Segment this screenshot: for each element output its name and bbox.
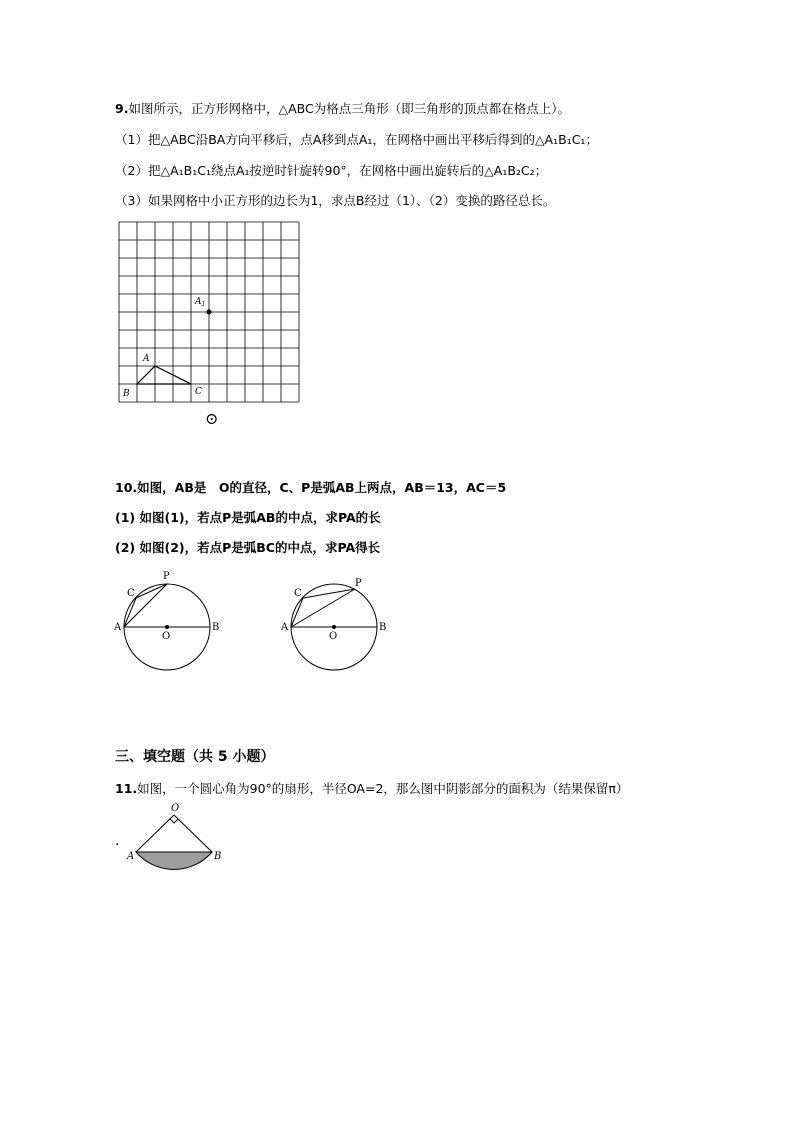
label-b: B	[212, 622, 220, 633]
label-a: A	[281, 622, 289, 633]
label-a: A	[143, 354, 150, 364]
q10-stem-text: 如图，AB是 O的直径，C、P是弧AB上两点，AB＝13，AC＝5	[137, 480, 507, 495]
q10-figure-2	[277, 568, 397, 678]
point-a1-dot	[207, 310, 212, 315]
label-b: B	[123, 389, 130, 399]
q9-stem	[115, 100, 570, 118]
q10-part1: (1) 如图(1)，若点P是弧AB的中点，求PA的长	[115, 510, 381, 525]
label-o: O	[171, 803, 180, 814]
q10-figure-1	[110, 568, 230, 678]
q11-number: 11.	[115, 781, 138, 796]
q9-part3: （3）如果网格中小正方形的边长为1，求点B经过（1）、（2）变换的路径总长。	[115, 193, 556, 208]
q11-sector-figure	[110, 800, 235, 882]
label-a: A	[127, 851, 135, 862]
label-b: B	[214, 851, 222, 862]
radius-ob	[174, 815, 212, 852]
odot-symbol: ⊙	[205, 409, 219, 428]
chord-ac	[124, 598, 136, 627]
q10-part2: (2) 如图(2)，若点P是弧BC的中点，求PA得长	[115, 540, 381, 555]
label-c: C	[195, 387, 202, 397]
label-b: B	[379, 622, 387, 633]
right-angle-mark	[170, 819, 178, 823]
triangle-abc	[137, 366, 191, 384]
label-c: C	[294, 588, 302, 599]
label-a: A	[114, 622, 122, 633]
label-a1: $A_1$	[195, 297, 206, 308]
q9-number: 9.	[115, 101, 129, 116]
q9-grid-figure	[110, 213, 310, 438]
radius-oa	[136, 815, 174, 852]
shaded-segment	[136, 852, 212, 870]
label-p: P	[163, 571, 170, 582]
center-o-dot	[332, 625, 336, 629]
chord-cp	[136, 584, 167, 598]
label-o: O	[329, 631, 338, 642]
q11-stem	[115, 780, 628, 798]
trailing-dot: .	[115, 833, 120, 849]
label-c: C	[127, 588, 135, 599]
label-o: O	[162, 631, 171, 642]
q10-number: 10.	[115, 480, 138, 495]
q9-part2: （2）把△A₁B₁C₁绕点A₁按逆时针旋转90°，在网格中画出旋转后的△A₁B₂C₂；	[115, 163, 548, 178]
q9-stem-text: 如图所示，正方形网格中，△ABC为格点三角形（即三角形的顶点都在格点上）。	[128, 101, 570, 116]
q10-stem	[115, 479, 506, 497]
q9-part1: （1）把△ABC沿BA方向平移后，点A移到点A₁，在网格中画出平移后得到的△A₁B₁C₁；	[115, 132, 598, 147]
section-3-title: 三、填空题（共 5 小题）	[115, 749, 275, 765]
q11-stem-text: 如图，一个圆心角为90°的扇形，半径OA=2，那么图中阴影部分的面积为（结果保留π）	[137, 781, 629, 796]
chord-ac	[291, 598, 303, 627]
label-p: P	[355, 578, 362, 589]
center-o-dot	[165, 625, 169, 629]
